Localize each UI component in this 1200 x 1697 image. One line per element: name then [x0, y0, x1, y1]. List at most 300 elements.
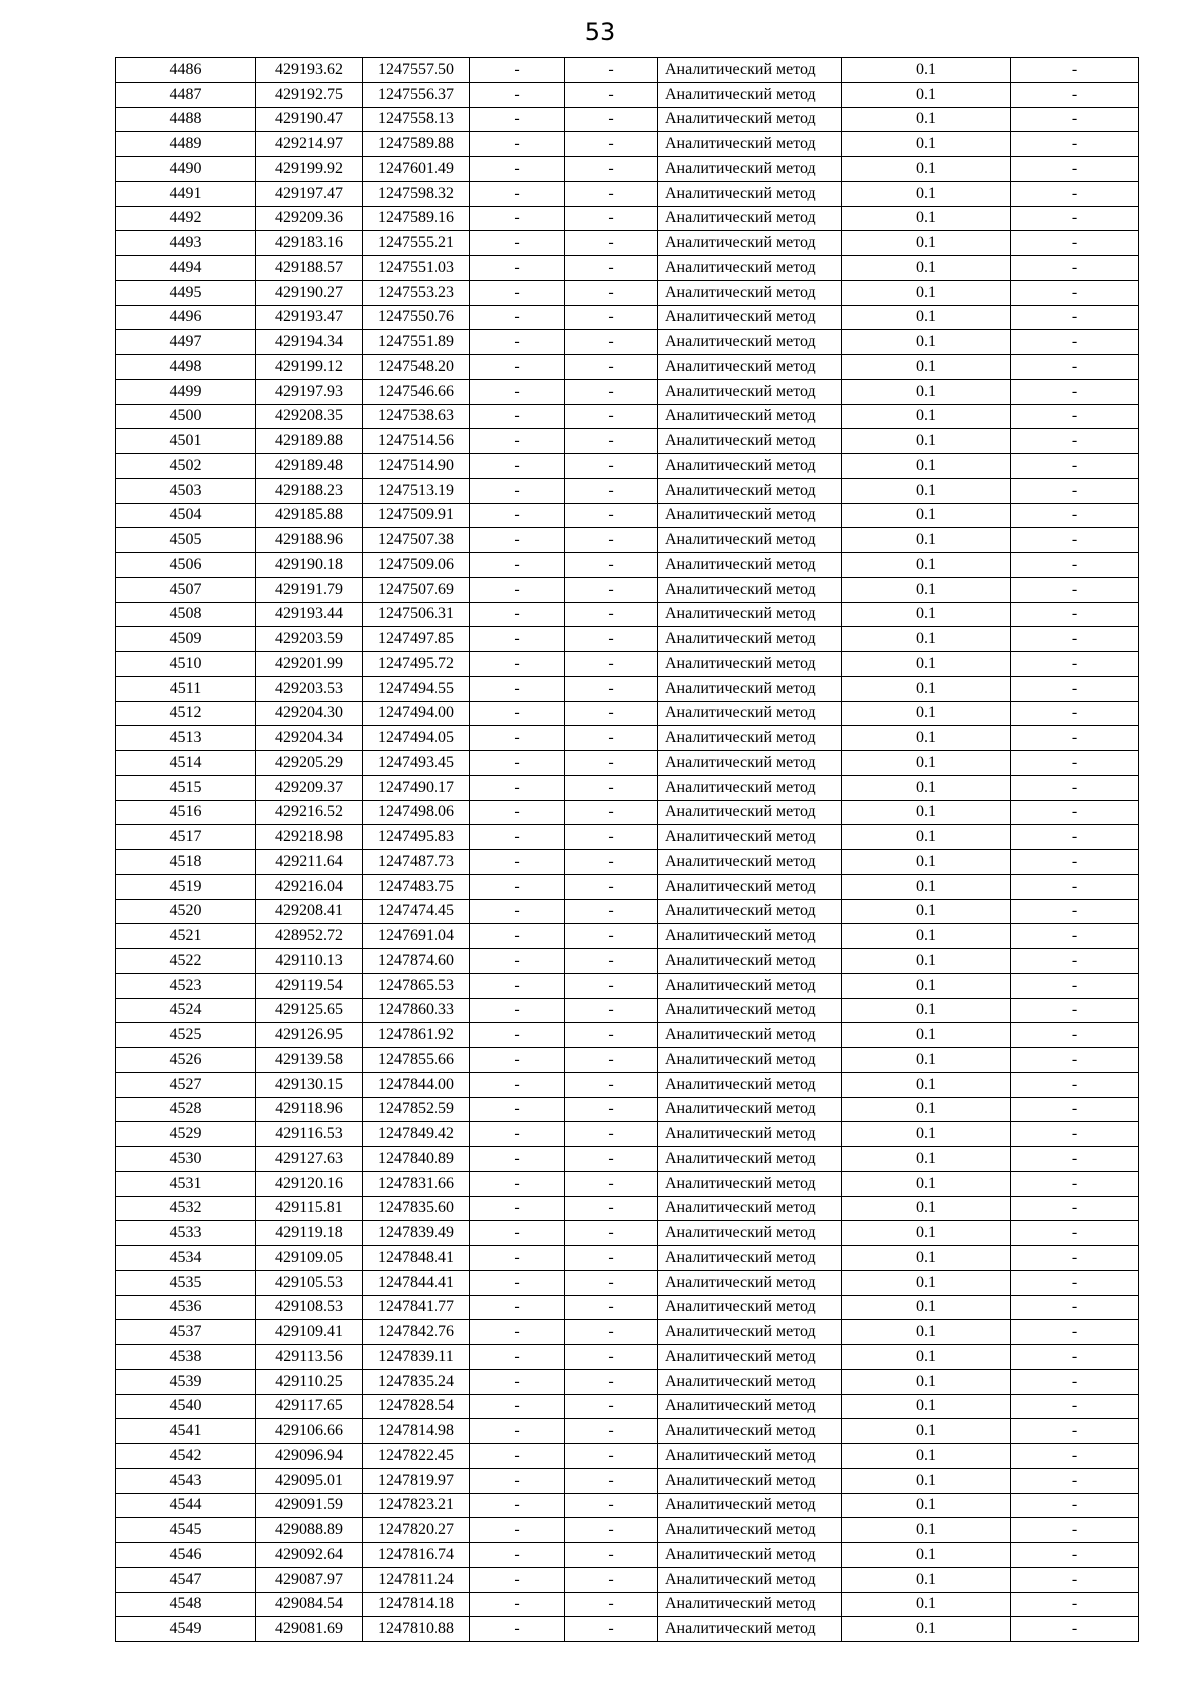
dash-cell-2: -	[565, 701, 658, 726]
table-row	[116, 701, 1139, 726]
table-row	[116, 998, 1139, 1023]
x-coordinate-cell: 429214.97	[256, 132, 363, 157]
precision-cell: 0.1	[842, 726, 1011, 751]
method-cell: Аналитический метод	[658, 231, 842, 256]
x-coordinate-cell: 429092.64	[256, 1543, 363, 1568]
y-coordinate-cell: 1247860.33	[363, 998, 470, 1023]
precision-cell: 0.1	[842, 1246, 1011, 1271]
dash-cell-3: -	[1011, 800, 1139, 825]
dash-cell-2: -	[565, 1320, 658, 1345]
point-number-cell: 4538	[116, 1345, 256, 1370]
precision-cell: 0.1	[842, 775, 1011, 800]
table-row	[116, 379, 1139, 404]
dash-cell-3: -	[1011, 280, 1139, 305]
precision-cell: 0.1	[842, 404, 1011, 429]
point-number-cell: 4490	[116, 157, 256, 182]
dash-cell-2: -	[565, 825, 658, 850]
y-coordinate-cell: 1247551.03	[363, 256, 470, 281]
point-number-cell: 4513	[116, 726, 256, 751]
y-coordinate-cell: 1247841.77	[363, 1295, 470, 1320]
dash-cell-2: -	[565, 973, 658, 998]
table-row	[116, 850, 1139, 875]
dash-cell-3: -	[1011, 1270, 1139, 1295]
y-coordinate-cell: 1247865.53	[363, 973, 470, 998]
method-cell: Аналитический метод	[658, 1493, 842, 1518]
precision-cell: 0.1	[842, 553, 1011, 578]
dash-cell-3: -	[1011, 1493, 1139, 1518]
dash-cell-2: -	[565, 1048, 658, 1073]
precision-cell: 0.1	[842, 577, 1011, 602]
dash-cell-2: -	[565, 1493, 658, 1518]
dash-cell-3: -	[1011, 1295, 1139, 1320]
dash-cell-2: -	[565, 726, 658, 751]
x-coordinate-cell: 429183.16	[256, 231, 363, 256]
table-row	[116, 1048, 1139, 1073]
dash-cell-1: -	[470, 899, 565, 924]
point-number-cell: 4516	[116, 800, 256, 825]
point-number-cell: 4537	[116, 1320, 256, 1345]
dash-cell-1: -	[470, 775, 565, 800]
dash-cell-2: -	[565, 1246, 658, 1271]
precision-cell: 0.1	[842, 1493, 1011, 1518]
dash-cell-1: -	[470, 1221, 565, 1246]
method-cell: Аналитический метод	[658, 949, 842, 974]
table-row	[116, 355, 1139, 380]
method-cell: Аналитический метод	[658, 82, 842, 107]
table-row	[116, 1320, 1139, 1345]
y-coordinate-cell: 1247855.66	[363, 1048, 470, 1073]
method-cell: Аналитический метод	[658, 330, 842, 355]
point-number-cell: 4496	[116, 305, 256, 330]
y-coordinate-cell: 1247509.06	[363, 553, 470, 578]
table-row	[116, 751, 1139, 776]
point-number-cell: 4532	[116, 1196, 256, 1221]
coordinates-table	[115, 57, 1139, 1642]
dash-cell-3: -	[1011, 850, 1139, 875]
dash-cell-1: -	[470, 553, 565, 578]
precision-cell: 0.1	[842, 701, 1011, 726]
y-coordinate-cell: 1247494.00	[363, 701, 470, 726]
x-coordinate-cell: 429189.88	[256, 429, 363, 454]
dash-cell-1: -	[470, 1369, 565, 1394]
point-number-cell: 4498	[116, 355, 256, 380]
dash-cell-1: -	[470, 1246, 565, 1271]
x-coordinate-cell: 429205.29	[256, 751, 363, 776]
precision-cell: 0.1	[842, 800, 1011, 825]
precision-cell: 0.1	[842, 1221, 1011, 1246]
dash-cell-3: -	[1011, 1617, 1139, 1642]
dash-cell-1: -	[470, 1419, 565, 1444]
method-cell: Аналитический метод	[658, 1097, 842, 1122]
table-row	[116, 107, 1139, 132]
dash-cell-2: -	[565, 1196, 658, 1221]
dash-cell-3: -	[1011, 231, 1139, 256]
precision-cell: 0.1	[842, 850, 1011, 875]
precision-cell: 0.1	[842, 1394, 1011, 1419]
dash-cell-2: -	[565, 478, 658, 503]
x-coordinate-cell: 429208.35	[256, 404, 363, 429]
dash-cell-3: -	[1011, 1419, 1139, 1444]
dash-cell-3: -	[1011, 676, 1139, 701]
x-coordinate-cell: 429110.13	[256, 949, 363, 974]
dash-cell-2: -	[565, 379, 658, 404]
point-number-cell: 4508	[116, 602, 256, 627]
precision-cell: 0.1	[842, 676, 1011, 701]
precision-cell: 0.1	[842, 1543, 1011, 1568]
precision-cell: 0.1	[842, 652, 1011, 677]
x-coordinate-cell: 429091.59	[256, 1493, 363, 1518]
point-number-cell: 4511	[116, 676, 256, 701]
table-row	[116, 1543, 1139, 1568]
dash-cell-2: -	[565, 132, 658, 157]
dash-cell-2: -	[565, 58, 658, 83]
table-row	[116, 874, 1139, 899]
point-number-cell: 4522	[116, 949, 256, 974]
method-cell: Аналитический метод	[658, 825, 842, 850]
y-coordinate-cell: 1247839.49	[363, 1221, 470, 1246]
dash-cell-3: -	[1011, 553, 1139, 578]
dash-cell-3: -	[1011, 1147, 1139, 1172]
y-coordinate-cell: 1247816.74	[363, 1543, 470, 1568]
dash-cell-2: -	[565, 1617, 658, 1642]
table-row	[116, 528, 1139, 553]
x-coordinate-cell: 429189.48	[256, 454, 363, 479]
x-coordinate-cell: 429113.56	[256, 1345, 363, 1370]
y-coordinate-cell: 1247819.97	[363, 1468, 470, 1493]
y-coordinate-cell: 1247874.60	[363, 949, 470, 974]
x-coordinate-cell: 429126.95	[256, 1023, 363, 1048]
precision-cell: 0.1	[842, 602, 1011, 627]
dash-cell-2: -	[565, 454, 658, 479]
table-row	[116, 949, 1139, 974]
precision-cell: 0.1	[842, 751, 1011, 776]
point-number-cell: 4486	[116, 58, 256, 83]
precision-cell: 0.1	[842, 107, 1011, 132]
x-coordinate-cell: 429116.53	[256, 1122, 363, 1147]
x-coordinate-cell: 429188.23	[256, 478, 363, 503]
x-coordinate-cell: 429191.79	[256, 577, 363, 602]
y-coordinate-cell: 1247589.16	[363, 206, 470, 231]
dash-cell-3: -	[1011, 1345, 1139, 1370]
x-coordinate-cell: 429199.92	[256, 157, 363, 182]
precision-cell: 0.1	[842, 1295, 1011, 1320]
y-coordinate-cell: 1247820.27	[363, 1518, 470, 1543]
method-cell: Аналитический метод	[658, 1171, 842, 1196]
method-cell: Аналитический метод	[658, 998, 842, 1023]
point-number-cell: 4547	[116, 1567, 256, 1592]
dash-cell-2: -	[565, 107, 658, 132]
precision-cell: 0.1	[842, 256, 1011, 281]
y-coordinate-cell: 1247550.76	[363, 305, 470, 330]
y-coordinate-cell: 1247495.83	[363, 825, 470, 850]
x-coordinate-cell: 429209.37	[256, 775, 363, 800]
precision-cell: 0.1	[842, 82, 1011, 107]
method-cell: Аналитический метод	[658, 775, 842, 800]
dash-cell-3: -	[1011, 1369, 1139, 1394]
dash-cell-2: -	[565, 1444, 658, 1469]
point-number-cell: 4515	[116, 775, 256, 800]
x-coordinate-cell: 429199.12	[256, 355, 363, 380]
dash-cell-2: -	[565, 1122, 658, 1147]
dash-cell-2: -	[565, 330, 658, 355]
dash-cell-3: -	[1011, 503, 1139, 528]
point-number-cell: 4534	[116, 1246, 256, 1271]
dash-cell-3: -	[1011, 701, 1139, 726]
y-coordinate-cell: 1247814.18	[363, 1592, 470, 1617]
point-number-cell: 4549	[116, 1617, 256, 1642]
method-cell: Аналитический метод	[658, 726, 842, 751]
y-coordinate-cell: 1247490.17	[363, 775, 470, 800]
x-coordinate-cell: 429192.75	[256, 82, 363, 107]
x-coordinate-cell: 429203.59	[256, 627, 363, 652]
dash-cell-2: -	[565, 1394, 658, 1419]
point-number-cell: 4539	[116, 1369, 256, 1394]
method-cell: Аналитический метод	[658, 256, 842, 281]
table-row	[116, 478, 1139, 503]
x-coordinate-cell: 428952.72	[256, 924, 363, 949]
dash-cell-1: -	[470, 181, 565, 206]
dash-cell-1: -	[470, 1518, 565, 1543]
point-number-cell: 4500	[116, 404, 256, 429]
dash-cell-3: -	[1011, 1122, 1139, 1147]
table-row	[116, 899, 1139, 924]
dash-cell-1: -	[470, 577, 565, 602]
method-cell: Аналитический метод	[658, 1617, 842, 1642]
table-row	[116, 330, 1139, 355]
dash-cell-2: -	[565, 676, 658, 701]
method-cell: Аналитический метод	[658, 1518, 842, 1543]
dash-cell-3: -	[1011, 528, 1139, 553]
dash-cell-2: -	[565, 1023, 658, 1048]
table-row	[116, 1122, 1139, 1147]
table-row	[116, 602, 1139, 627]
y-coordinate-cell: 1247494.05	[363, 726, 470, 751]
dash-cell-2: -	[565, 899, 658, 924]
point-number-cell: 4520	[116, 899, 256, 924]
table-row	[116, 1493, 1139, 1518]
y-coordinate-cell: 1247844.41	[363, 1270, 470, 1295]
y-coordinate-cell: 1247557.50	[363, 58, 470, 83]
dash-cell-2: -	[565, 206, 658, 231]
method-cell: Аналитический метод	[658, 157, 842, 182]
precision-cell: 0.1	[842, 1147, 1011, 1172]
table-row	[116, 1171, 1139, 1196]
x-coordinate-cell: 429087.97	[256, 1567, 363, 1592]
dash-cell-3: -	[1011, 82, 1139, 107]
method-cell: Аналитический метод	[658, 1468, 842, 1493]
precision-cell: 0.1	[842, 379, 1011, 404]
x-coordinate-cell: 429105.53	[256, 1270, 363, 1295]
point-number-cell: 4528	[116, 1097, 256, 1122]
dash-cell-2: -	[565, 1221, 658, 1246]
dash-cell-2: -	[565, 602, 658, 627]
y-coordinate-cell: 1247811.24	[363, 1567, 470, 1592]
y-coordinate-cell: 1247835.60	[363, 1196, 470, 1221]
dash-cell-3: -	[1011, 1023, 1139, 1048]
dash-cell-1: -	[470, 1468, 565, 1493]
dash-cell-3: -	[1011, 998, 1139, 1023]
dash-cell-3: -	[1011, 899, 1139, 924]
x-coordinate-cell: 429130.15	[256, 1072, 363, 1097]
dash-cell-1: -	[470, 1122, 565, 1147]
dash-cell-2: -	[565, 82, 658, 107]
y-coordinate-cell: 1247514.90	[363, 454, 470, 479]
dash-cell-2: -	[565, 181, 658, 206]
dash-cell-3: -	[1011, 355, 1139, 380]
y-coordinate-cell: 1247823.21	[363, 1493, 470, 1518]
point-number-cell: 4541	[116, 1419, 256, 1444]
point-number-cell: 4492	[116, 206, 256, 231]
precision-cell: 0.1	[842, 949, 1011, 974]
x-coordinate-cell: 429211.64	[256, 850, 363, 875]
dash-cell-3: -	[1011, 973, 1139, 998]
method-cell: Аналитический метод	[658, 1048, 842, 1073]
dash-cell-2: -	[565, 404, 658, 429]
dash-cell-3: -	[1011, 206, 1139, 231]
dash-cell-1: -	[470, 924, 565, 949]
point-number-cell: 4503	[116, 478, 256, 503]
dash-cell-3: -	[1011, 1097, 1139, 1122]
table-row	[116, 553, 1139, 578]
dash-cell-3: -	[1011, 751, 1139, 776]
precision-cell: 0.1	[842, 874, 1011, 899]
dash-cell-3: -	[1011, 404, 1139, 429]
y-coordinate-cell: 1247507.69	[363, 577, 470, 602]
dash-cell-3: -	[1011, 107, 1139, 132]
dash-cell-2: -	[565, 256, 658, 281]
precision-cell: 0.1	[842, 924, 1011, 949]
point-number-cell: 4525	[116, 1023, 256, 1048]
dash-cell-1: -	[470, 1196, 565, 1221]
point-number-cell: 4494	[116, 256, 256, 281]
dash-cell-1: -	[470, 305, 565, 330]
x-coordinate-cell: 429188.96	[256, 528, 363, 553]
table-row	[116, 775, 1139, 800]
y-coordinate-cell: 1247495.72	[363, 652, 470, 677]
y-coordinate-cell: 1247487.73	[363, 850, 470, 875]
dash-cell-3: -	[1011, 379, 1139, 404]
method-cell: Аналитический метод	[658, 132, 842, 157]
dash-cell-1: -	[470, 231, 565, 256]
dash-cell-3: -	[1011, 256, 1139, 281]
x-coordinate-cell: 429190.27	[256, 280, 363, 305]
table-row	[116, 1369, 1139, 1394]
y-coordinate-cell: 1247494.55	[363, 676, 470, 701]
precision-cell: 0.1	[842, 1270, 1011, 1295]
dash-cell-1: -	[470, 701, 565, 726]
method-cell: Аналитический метод	[658, 404, 842, 429]
precision-cell: 0.1	[842, 132, 1011, 157]
method-cell: Аналитический метод	[658, 379, 842, 404]
dash-cell-1: -	[470, 58, 565, 83]
y-coordinate-cell: 1247546.66	[363, 379, 470, 404]
dash-cell-3: -	[1011, 652, 1139, 677]
method-cell: Аналитический метод	[658, 751, 842, 776]
point-number-cell: 4530	[116, 1147, 256, 1172]
point-number-cell: 4523	[116, 973, 256, 998]
x-coordinate-cell: 429201.99	[256, 652, 363, 677]
dash-cell-1: -	[470, 1048, 565, 1073]
x-coordinate-cell: 429108.53	[256, 1295, 363, 1320]
method-cell: Аналитический метод	[658, 1246, 842, 1271]
dash-cell-3: -	[1011, 1394, 1139, 1419]
precision-cell: 0.1	[842, 58, 1011, 83]
precision-cell: 0.1	[842, 1048, 1011, 1073]
precision-cell: 0.1	[842, 1097, 1011, 1122]
table-row	[116, 454, 1139, 479]
dash-cell-2: -	[565, 800, 658, 825]
precision-cell: 0.1	[842, 1072, 1011, 1097]
y-coordinate-cell: 1247556.37	[363, 82, 470, 107]
precision-cell: 0.1	[842, 1122, 1011, 1147]
point-number-cell: 4546	[116, 1543, 256, 1568]
precision-cell: 0.1	[842, 1444, 1011, 1469]
precision-cell: 0.1	[842, 1171, 1011, 1196]
y-coordinate-cell: 1247498.06	[363, 800, 470, 825]
table-row	[116, 1592, 1139, 1617]
method-cell: Аналитический метод	[658, 58, 842, 83]
precision-cell: 0.1	[842, 454, 1011, 479]
point-number-cell: 4518	[116, 850, 256, 875]
x-coordinate-cell: 429118.96	[256, 1097, 363, 1122]
method-cell: Аналитический метод	[658, 553, 842, 578]
point-number-cell: 4495	[116, 280, 256, 305]
precision-cell: 0.1	[842, 1023, 1011, 1048]
dash-cell-3: -	[1011, 429, 1139, 454]
precision-cell: 0.1	[842, 1196, 1011, 1221]
y-coordinate-cell: 1247598.32	[363, 181, 470, 206]
precision-cell: 0.1	[842, 1592, 1011, 1617]
point-number-cell: 4499	[116, 379, 256, 404]
x-coordinate-cell: 429096.94	[256, 1444, 363, 1469]
dash-cell-3: -	[1011, 627, 1139, 652]
dash-cell-1: -	[470, 1295, 565, 1320]
dash-cell-2: -	[565, 1468, 658, 1493]
table-row	[116, 58, 1139, 83]
dash-cell-3: -	[1011, 1171, 1139, 1196]
dash-cell-2: -	[565, 949, 658, 974]
x-coordinate-cell: 429216.52	[256, 800, 363, 825]
table-row	[116, 256, 1139, 281]
table-row	[116, 825, 1139, 850]
table-row	[116, 726, 1139, 751]
y-coordinate-cell: 1247861.92	[363, 1023, 470, 1048]
table-body	[116, 58, 1139, 1642]
dash-cell-1: -	[470, 330, 565, 355]
point-number-cell: 4504	[116, 503, 256, 528]
dash-cell-2: -	[565, 305, 658, 330]
x-coordinate-cell: 429088.89	[256, 1518, 363, 1543]
method-cell: Аналитический метод	[658, 701, 842, 726]
dash-cell-3: -	[1011, 478, 1139, 503]
table-row	[116, 280, 1139, 305]
dash-cell-1: -	[470, 107, 565, 132]
table-row	[116, 429, 1139, 454]
dash-cell-1: -	[470, 1444, 565, 1469]
point-number-cell: 4510	[116, 652, 256, 677]
precision-cell: 0.1	[842, 330, 1011, 355]
precision-cell: 0.1	[842, 899, 1011, 924]
dash-cell-3: -	[1011, 1468, 1139, 1493]
method-cell: Аналитический метод	[658, 1023, 842, 1048]
x-coordinate-cell: 429185.88	[256, 503, 363, 528]
dash-cell-2: -	[565, 1567, 658, 1592]
table-row	[116, 231, 1139, 256]
method-cell: Аналитический метод	[658, 355, 842, 380]
dash-cell-1: -	[470, 874, 565, 899]
dash-cell-2: -	[565, 1518, 658, 1543]
table-row	[116, 1394, 1139, 1419]
